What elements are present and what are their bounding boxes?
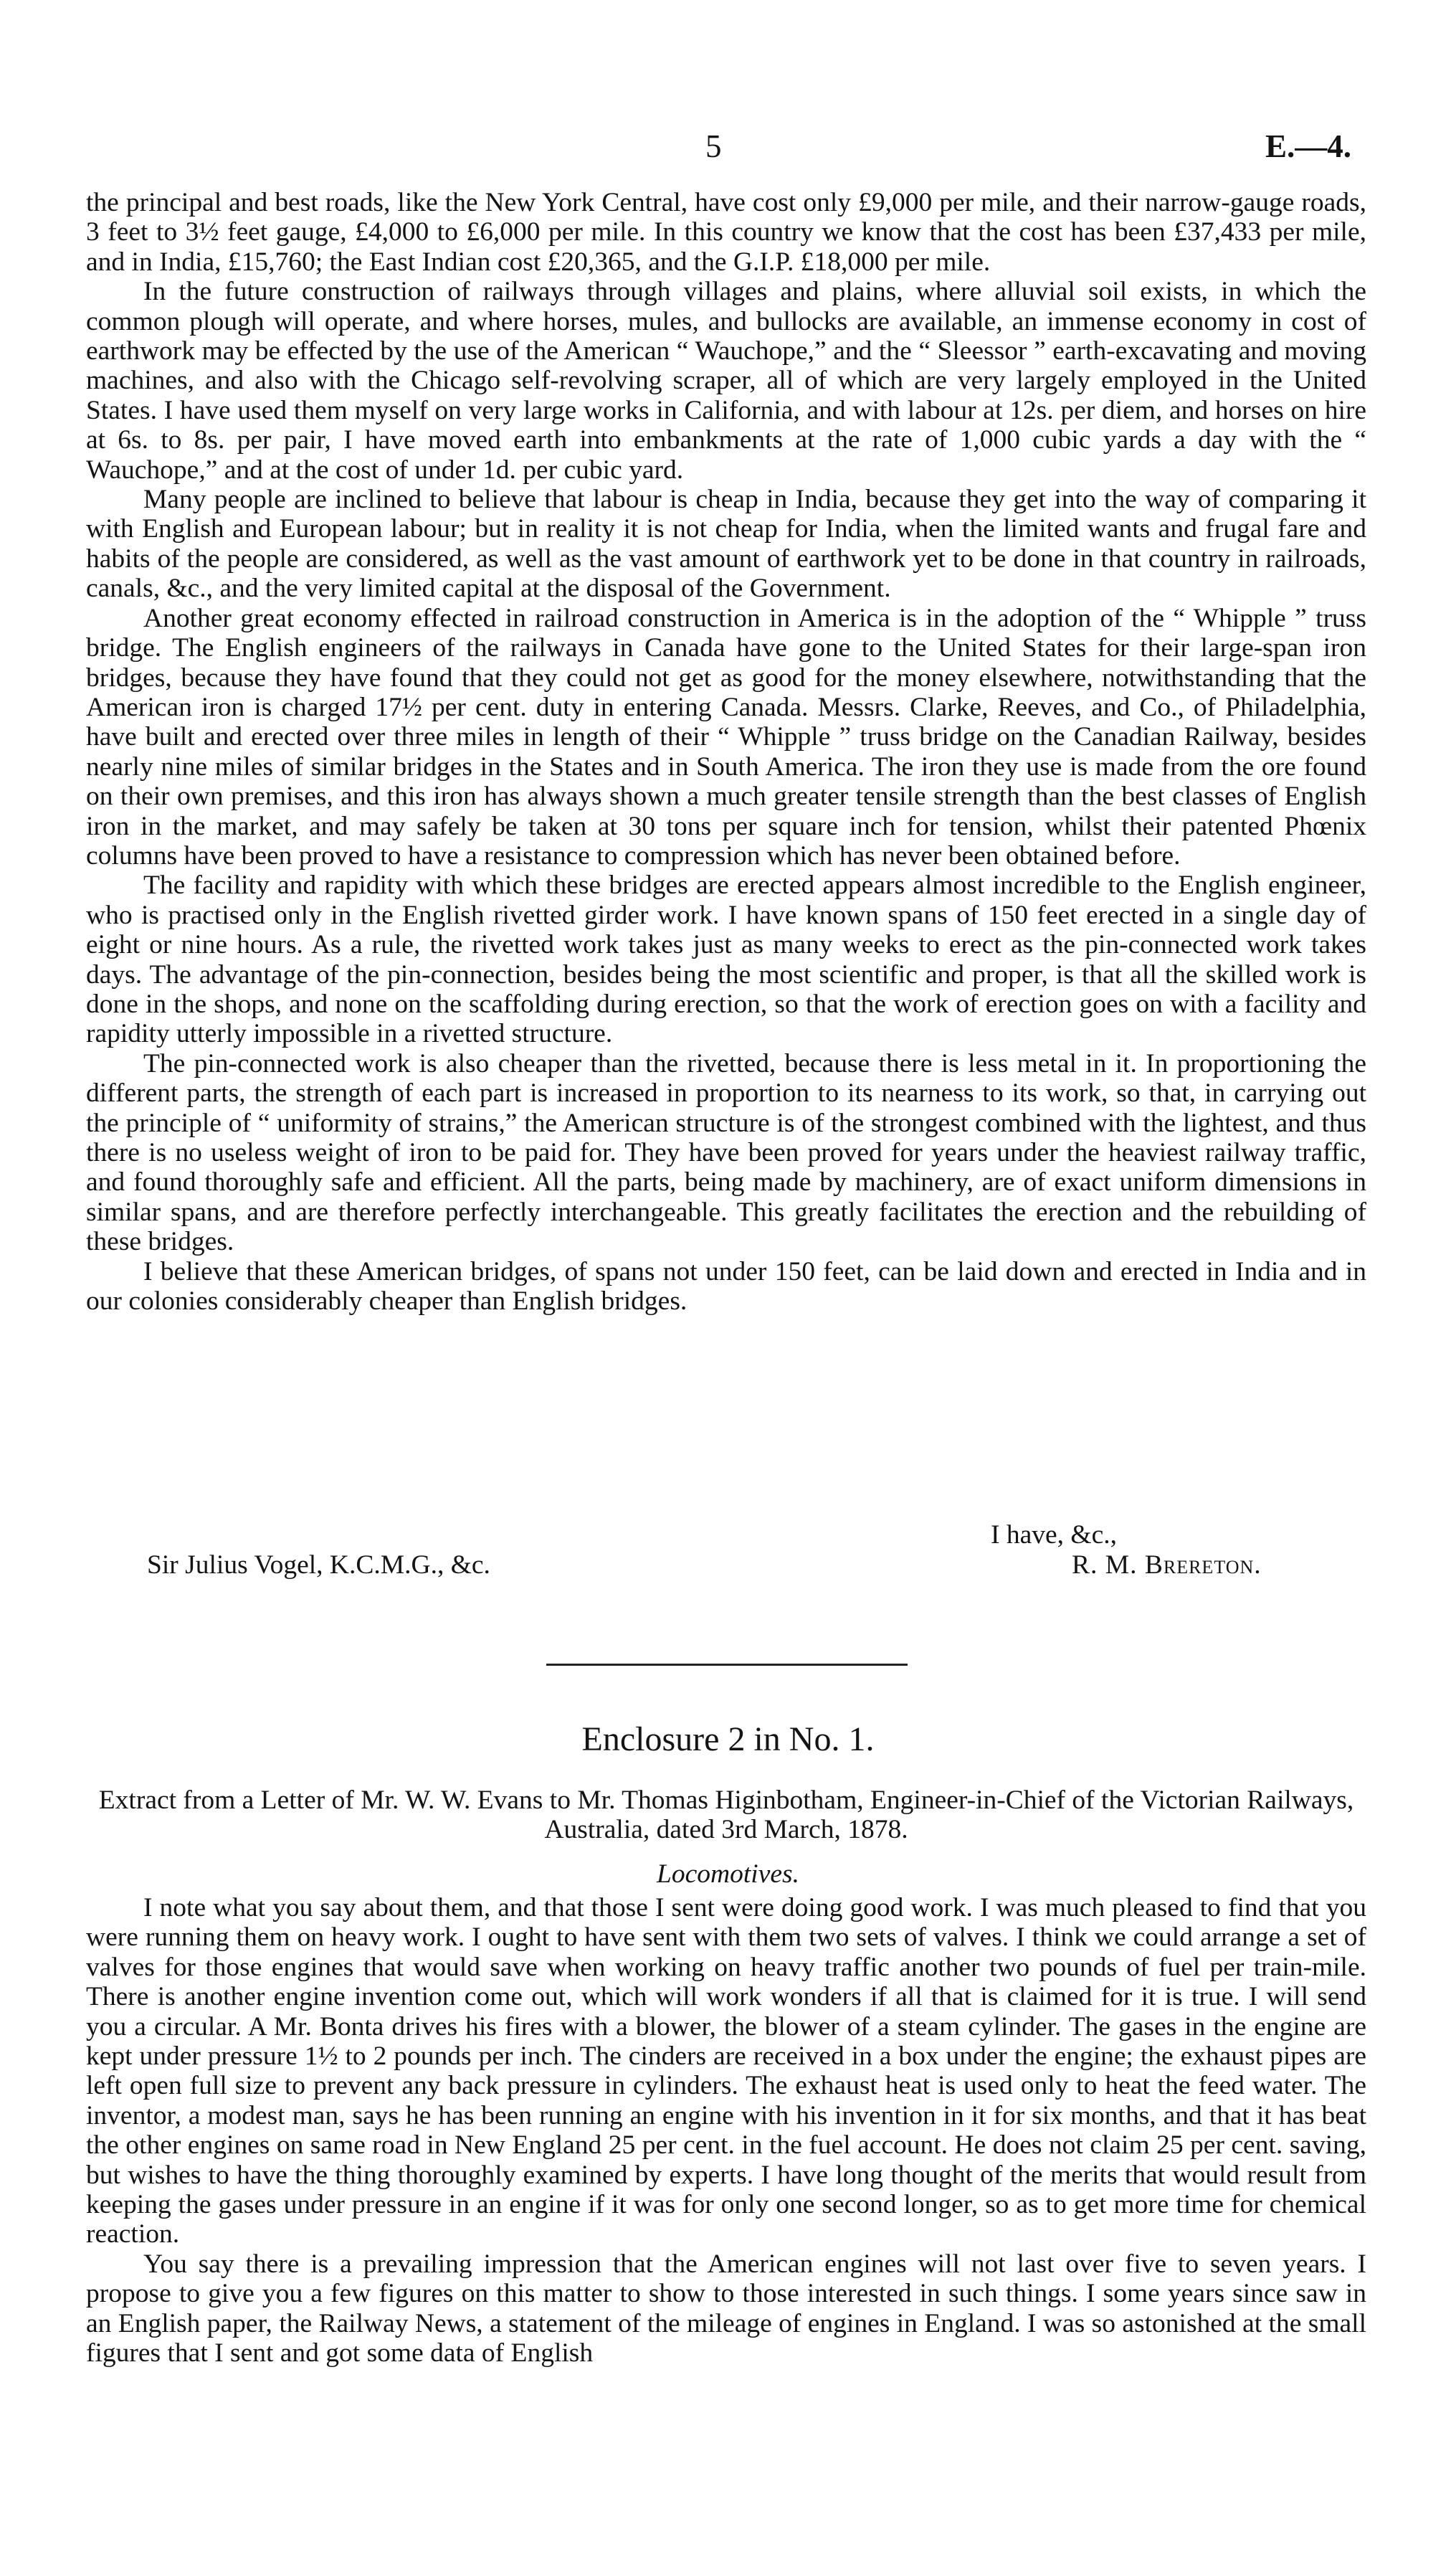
enclosure-body [86,1893,1366,2368]
paragraph: The facility and rapidity with which these bridges are erected appears almost incredible to the English engineer, who is practised only in the English rivetted girder work. I have known spans of 150 feet erected in a single day of eight or nine hours. As a rule, the rivetted work takes just as many weeks to erect as the pin-connected work takes days. The advantage of the pin-connection, besides being the most scientific and proper, is that all the skilled work is done in the shops, and none on the scaffolding during erection, so that the work of erection goes on with a facility and rapidity utterly impossible in a rivetted structure. [86,871,1366,1049]
section-divider [546,1664,908,1666]
extract-heading: Extract from a Letter of Mr. W. W. Evans to Mr. Thomas Higinbotham, Engineer-in-Chief of the Victorian Railways, Australia, dated 3rd March, 1878. [98,1786,1354,1844]
paragraph: Many people are inclined to believe that labour is cheap in India, because they get into the way of comparing it with English and European labour; but in reality it is not cheap for India, when the limited wants and frugal fare and habits of the people are considered, as well as the vast amount of earthwork yet to be done in that country in railroads, canals, &c., and the very limited capital at the disposal of the Government. [86,485,1366,604]
author-signature: R. M. Brereton. [1072,1550,1262,1580]
paragraph: Another great economy effected in railroad construction in America is in the adoption of the “ Whipple ” truss bridge. The English engineers of the railways in Canada have gone to the United States for their large-span iron bridges, because they have found that they could not get as good for the money elsewhere, notwithstanding that the American iron is charged 17½ per cent. duty in entering Canada. Messrs. Clarke, Reeves, and Co., of Philadelphia, have built and erected over three miles in length of their “ Whipple ” truss bridge on the Canadian Railway, besides nearly nine miles of similar bridges in the States and in South America. The iron they use is made from the ore found on their own premises, and this iron has always shown a much greater tensile strength than the best classes of English iron in the market, and may safely be taken at 30 tons per square inch for tension, whilst their patented Phœnix columns have been proved to have a resistance to compression which has never been obtained before. [86,603,1366,871]
enclosure-title: Enclosure 2 in No. 1. [581,1720,875,1758]
paragraph: In the future construction of railways through villages and plains, where alluvial soil exists, in which the common plough will operate, and where horses, mules, and bullocks are available, an immense economy in cost of earthwork may be effected by the use of the American “ Wauchope,” and the “ Sleessor ” earth-excavating and moving machines, and also with the Chicago self-revolving scraper, all of which are very largely employed in the United States. I have used them myself on very large works in California, and with labour at 12s. per diem, and horses on hire at 6s. to 8s. per pair, I have moved earth into embankments at the rate of 1,000 cubic yards a day with the “ Wauchope,” and at the cost of under 1d. per cubic yard. [86,277,1366,485]
paragraph: I note what you say about them, and that those I sent were doing good work. I was much pleased to find that you were running them on heavy work. I ought to have sent with them two sets of valves. I think we could arrange a set of valves for those engines that would save when working on heavy traffic another two pounds of fuel per train-mile. There is another engine invention come out, which will work wonders if all that is claimed for it is true. I will send you a circular. A Mr. Bonta drives his fires with a blower, the blower of a steam cylinder. The gases in the engine are kept under pressure 1½ to 2 pounds per inch. The cinders are received in a box under the engine; the exhaust pipes are left open full size to prevent any back pressure in cylinders. The exhaust heat is used only to heat the feed water. The inventor, a modest man, says he has been running an engine with his invention in it for six months, and that it has beat the other engines on same road in New England 25 per cent. in the fuel account. He does not claim 25 per cent. saving, but wishes to have the thing thoroughly examined by experts. I have long thought of the merits that would result from keeping the gases under pressure in an engine if it was for only one second longer, so as to get more time for chemical reaction. [86,1893,1366,2249]
document-reference: E.—4. [1265,128,1351,164]
letter-body [86,188,1366,1316]
page-header [0,120,1456,171]
page-number: 5 [705,128,722,164]
closing: I have, &c., [991,1520,1117,1550]
section-subheading: Locomotives. [657,1859,799,1889]
paragraph: The pin-connected work is also cheaper than the rivetted, because there is less metal in it. In proportioning the different parts, the strength of each part is increased in proportion to its nearness to its work, so that, in carrying out the principle of “ uniformity of strains,” the American structure is of the strongest combined with the lightest, and thus there is no useless weight of iron to be paid for. They have been proved for years under the heaviest railway traffic, and found thoroughly safe and efficient. All the parts, being made by machinery, are of exact uniform dimensions in similar spans, and are therefore perfectly interchangeable. This greatly facilitates the erection and the rebuilding of these bridges. [86,1048,1366,1257]
paragraph: the principal and best roads, like the New York Central, have cost only £9,000 per mile, and their narrow-gauge roads, 3 feet to 3½ feet gauge, £4,000 to £6,000 per mile. In this country we know that the cost has been £37,433 per mile, and in India, £15,760; the East Indian cost £20,365, and the G.I.P. £18,000 per mile. [86,188,1366,277]
addressee: Sir Julius Vogel, K.C.M.G., &c. [147,1550,490,1580]
paragraph: I believe that these American bridges, of spans not under 150 feet, can be laid down and erected in India and in our colonies considerably cheaper than English bridges. [86,1256,1366,1317]
paragraph: You say there is a prevailing impression that the American engines will not last over five to seven years. I propose to give you a few figures on this matter to show to those interested in such things. I some years since saw in an English paper, the Railway News, a statement of the mileage of engines in England. I was so astonished at the small figures that I sent and got some data of English [86,2249,1366,2368]
